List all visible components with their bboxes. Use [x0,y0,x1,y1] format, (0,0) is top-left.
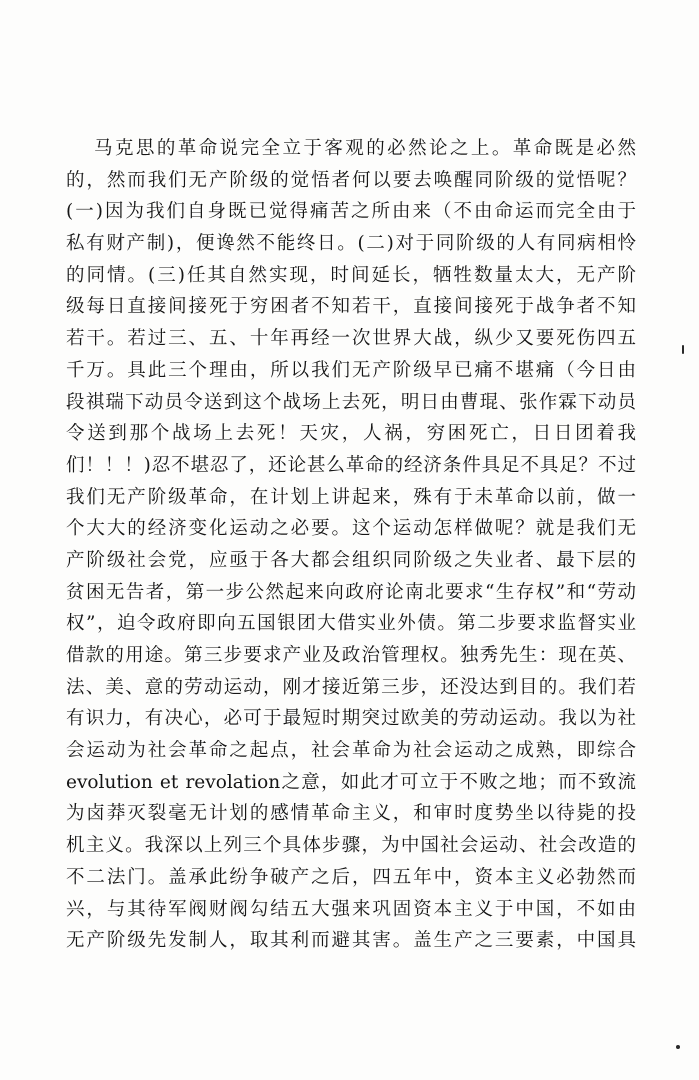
text-line: 令送到那个战场上去死！天灾，人祸，穷困死亡，日日团着我 [66,423,636,445]
text-line: 个大大的经济变化运动之必要。这个运动怎样做呢？就是我们无 [66,518,636,540]
scan-speck [682,345,684,354]
text-line: evolution et revolation之意，如此才可立于不败之地；而不致流 [66,771,636,793]
text-line: 若干。若过三、五、十年再经一次世界大战，纵少又要死伤四五 [66,328,636,350]
text-line: 会运动为社会革命之起点，社会革命为社会运动之成熟，即综合 [66,740,636,762]
text-line: 千万。具此三个理由，所以我们无产阶级早已痛不堪痛（今日由 [66,359,636,381]
text-line: 不二法门。盖承此纷争破产之后，四五年中，资本主义必勃然而 [66,866,636,888]
text-line: 无产阶级先发制人，取其利而避其害。盖生产之三要素，中国具 [66,930,636,952]
text-line: 借款的用途。第三步要求产业及政治管理权。独秀先生：现在英、 [66,645,636,666]
text-line: (一)因为我们自身既已觉得痛苦之所由来（不由命运而完全由于 [66,201,636,223]
text-line: 有识力，有决心，必可于最短时期突过欧美的劳动运动。我以为社 [66,708,636,730]
text-line: 兴，与其待军阀财阀勾结五大强来巩固资本主义于中国，不如由 [66,898,636,920]
text-line: 们！！！)忍不堪忍了，还论甚么革命的经济条件具足不具足？不过 [66,454,636,476]
body-text [66,133,636,957]
scan-speck [676,1045,680,1049]
text-line: 贫困无告者，第一步公然起来向政府论南北要求“生存权”和“劳动 [66,581,636,603]
text-line: 段祺瑞下动员令送到这个战场上去死，明日由曹琨、张作霖下动员 [66,391,636,413]
text-line: 的同情。(三)任其自然实现，时间延长，牺牲数量太大，无产阶 [66,264,636,286]
text-line: 我们无产阶级革命，在计划上讲起来，殊有于未革命以前，做一 [66,486,636,508]
text-line: 级每日直接间接死于穷困者不知若干，直接间接死于战争者不知 [66,296,636,318]
text-line: 机主义。我深以上列三个具体步骤，为中国社会运动、社会改造的 [66,835,636,857]
text-line: 私有财产制)，便谗然不能终日。(二)对于同阶级的人有同病相怜 [66,233,636,255]
text-line: 法、美、意的劳动运动，刚才接近第三步，还没达到目的。我们若 [66,676,636,698]
text-line: 权”，迫令政府即向五国银团大借实业外债。第二步要求监督实业 [66,613,636,635]
text-line: 为卤莽灭裂毫无计划的感情革命主义，和审时度势坐以待毙的投 [66,803,636,825]
text-line: 马克思的革命说完全立于客观的必然论之上。革命既是必然 [94,138,636,159]
text-line: 的，然而我们无产阶级的觉悟者何以要去唤醒同阶级的觉悟呢？ [66,169,636,191]
text-line: 产阶级社会党，应亟于各大都会组织同阶级之失业者、最下层的 [66,549,636,571]
